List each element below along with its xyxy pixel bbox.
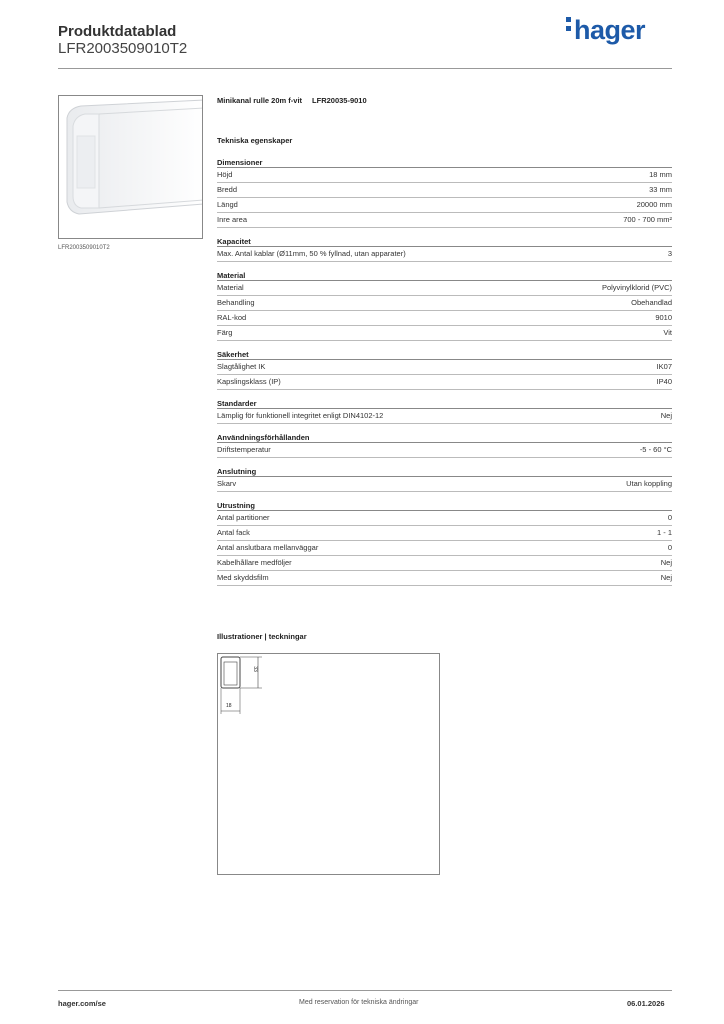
spec-row	[217, 477, 672, 492]
spec-value: Utan koppling	[626, 479, 672, 488]
technical-drawing	[217, 653, 440, 875]
image-caption: LFR2003509010T2	[58, 245, 110, 251]
product-image	[58, 95, 203, 239]
section-heading: Kapacitet	[217, 236, 672, 247]
spec-section	[217, 157, 672, 228]
dimension-width-label: 18	[226, 703, 232, 709]
spec-label: Antal fack	[217, 528, 250, 537]
spec-value: 3	[667, 249, 672, 258]
product-name: Minikanal rulle 20m f-vit	[217, 96, 303, 105]
spec-row	[217, 375, 672, 390]
spec-row	[217, 571, 672, 586]
spec-section	[217, 432, 672, 458]
spec-section	[217, 270, 672, 341]
spec-section	[217, 236, 672, 262]
spec-row	[217, 281, 672, 296]
footer-date: 06.01.2026	[627, 999, 665, 1008]
section-heading: Anslutning	[217, 466, 672, 477]
hager-logo: hager	[566, 15, 645, 46]
spec-row	[217, 409, 672, 424]
spec-row	[217, 247, 672, 262]
spec-section	[217, 398, 672, 424]
spec-value: Vit	[663, 328, 672, 337]
dimension-height-label: 33	[251, 666, 258, 672]
spec-label: Max. Antal kablar (Ø11mm, 50 % fyllnad, utan apparater)	[217, 249, 406, 258]
spec-value: 18 mm	[649, 170, 672, 179]
spec-label: Färg	[217, 328, 233, 337]
spec-row	[217, 326, 672, 341]
spec-label: Antal partitioner	[217, 513, 270, 522]
spec-section	[217, 349, 672, 390]
spec-content	[217, 96, 672, 594]
section-heading: Säkerhet	[217, 349, 672, 360]
spec-row	[217, 198, 672, 213]
spec-label: Lämplig för funktionell integritet enligt DIN4102-12	[217, 411, 384, 420]
spec-sections	[217, 157, 672, 586]
spec-label: Bredd	[217, 185, 238, 194]
spec-section	[217, 466, 672, 492]
spec-label: Behandling	[217, 298, 255, 307]
spec-value: Nej	[660, 558, 672, 567]
spec-value: 1 - 1	[656, 528, 672, 537]
spec-value: Nej	[660, 411, 672, 420]
spec-value: 0	[667, 513, 672, 522]
spec-value: IK07	[656, 362, 672, 371]
spec-label: Driftstemperatur	[217, 445, 271, 454]
product-reference: LFR20035-9010	[312, 96, 367, 105]
tech-properties-title: Tekniska egenskaper	[217, 136, 293, 145]
footer-divider	[58, 990, 672, 991]
spec-label: Slagtålighet IK	[217, 362, 266, 371]
spec-row	[217, 526, 672, 541]
spec-value: 33 mm	[649, 185, 672, 194]
spec-value: 0	[667, 543, 672, 552]
spec-value: 700 - 700 mm²	[623, 215, 672, 224]
spec-row	[217, 511, 672, 526]
spec-value: Nej	[660, 573, 672, 582]
spec-value: 20000 mm	[636, 200, 672, 209]
spec-row	[217, 183, 672, 198]
product-heading	[217, 96, 672, 136]
spec-label: Längd	[217, 200, 238, 209]
spec-value: 9010	[655, 313, 672, 322]
product-code: LFR2003509010T2	[58, 40, 188, 57]
section-heading: Användningsförhållanden	[217, 432, 672, 443]
spec-value: Obehandlad	[631, 298, 672, 307]
spec-label: Material	[217, 283, 244, 292]
spec-row	[217, 296, 672, 311]
spec-value: Polyvinylklorid (PVC)	[601, 283, 672, 292]
spec-section	[217, 500, 672, 586]
spec-row	[217, 556, 672, 571]
header-divider	[58, 68, 672, 69]
spec-label: Inre area	[217, 215, 248, 224]
spec-row	[217, 168, 672, 183]
spec-label: Antal anslutbara mellanväggar	[217, 543, 319, 552]
illustrations-title: Illustrationer | teckningar	[217, 632, 307, 641]
spec-label: Kapslingsklass (IP)	[217, 377, 281, 386]
spec-label: Höjd	[217, 170, 233, 179]
spec-label: RAL-kod	[217, 313, 247, 322]
spec-value: -5 - 60 °C	[639, 445, 672, 454]
spec-label: Skarv	[217, 479, 237, 488]
spec-label: Med skyddsfilm	[217, 573, 269, 582]
section-heading: Material	[217, 270, 672, 281]
spec-row	[217, 541, 672, 556]
spec-label: Kabelhållare medföljer	[217, 558, 292, 567]
footer-website: hager.com/se	[58, 999, 106, 1008]
spec-row	[217, 311, 672, 326]
footer-disclaimer: Med reservation för tekniska ändringar	[299, 999, 419, 1006]
section-heading: Standarder	[217, 398, 672, 409]
spec-row	[217, 443, 672, 458]
page-title: Produktdatablad	[58, 23, 177, 40]
section-heading: Dimensioner	[217, 157, 672, 168]
spec-row	[217, 213, 672, 228]
section-heading: Utrustning	[217, 500, 672, 511]
spec-row	[217, 360, 672, 375]
spec-value: IP40	[656, 377, 672, 386]
